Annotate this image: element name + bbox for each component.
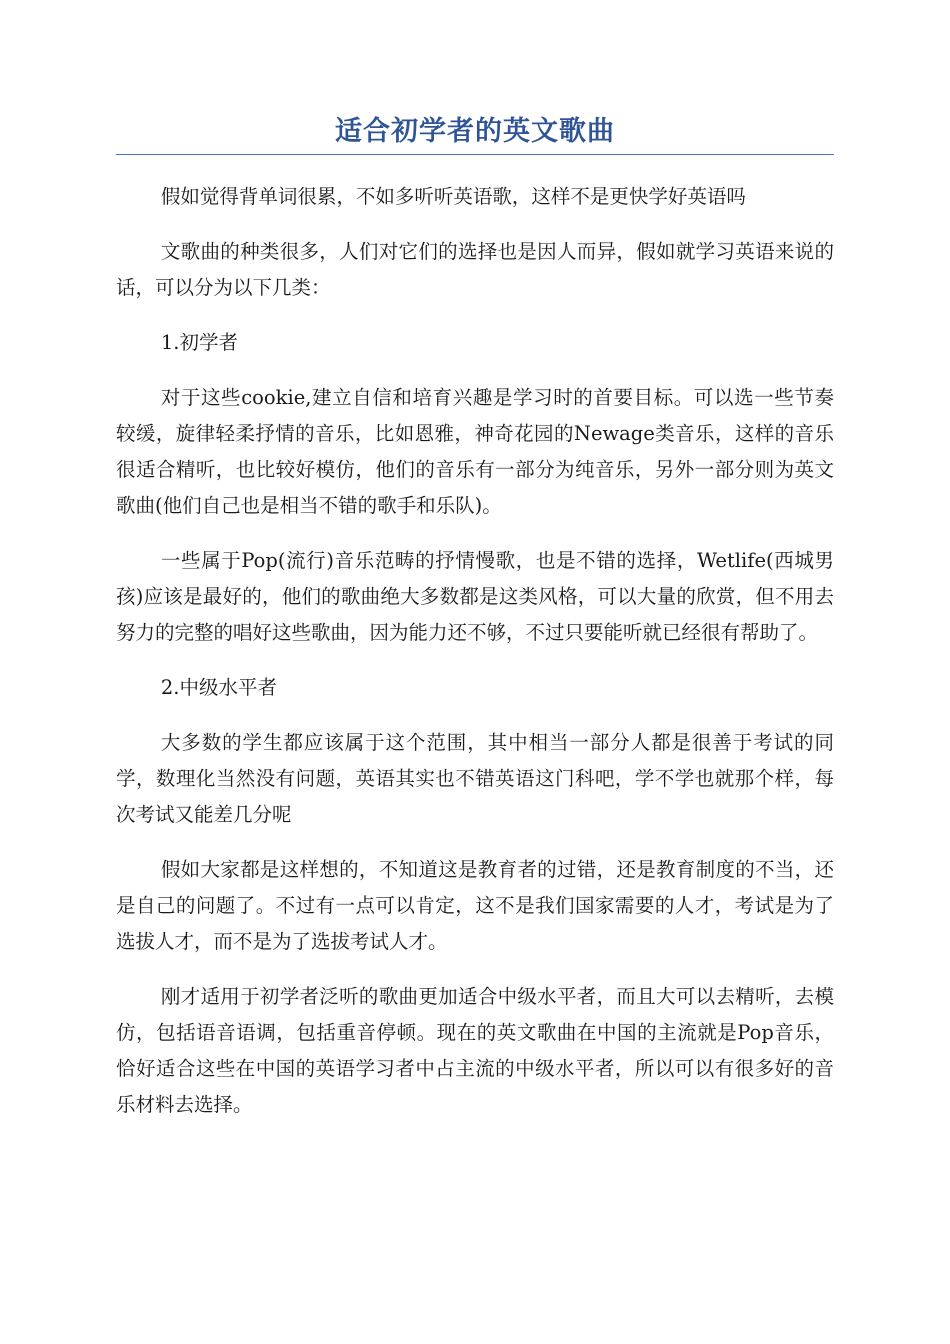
paragraph-intermediate-3: 刚才适用于初学者泛听的歌曲更加适合中级水平者，而且大可以去精听，去模仿，包括语音语调，包括重音停顿。现在的英文歌曲在中国的主流就是Pop音乐，恰好适合这些在中国的英语学习者中占主流的中级水平者，所以可以有很多好的音乐材料去选择。 — [116, 985, 834, 1116]
paragraph-beginner-1: 对于这些cookie,建立自信和培育兴趣是学习时的首要目标。可以选一些节奏较缓，旋律轻柔抒情的音乐，比如恩雅，神奇花园的Newage类音乐，这样的音乐很适合精听，也比较好模仿，他们的音乐有一部分为纯音乐，另外一部分则为英文歌曲(他们自己也是相当不错的歌手和乐队)。 — [116, 386, 834, 517]
paragraph-intermediate-1: 大多数的学生都应该属于这个范围，其中相当一部分人都是很善于考试的同学，数理化当然没有问题，英语其实也不错英语这门科吧，学不学也就那个样，每次考试又能差几分呢 — [116, 731, 834, 826]
document-page — [116, 112, 834, 1142]
document-body — [116, 179, 834, 1123]
heading-beginner: 1.初学者 — [160, 331, 238, 354]
document-title: 适合初学者的英文歌曲 — [335, 116, 615, 147]
title-underline — [116, 154, 834, 155]
heading-intermediate: 2.中级水平者 — [160, 676, 277, 699]
paragraph-intermediate-2: 假如大家都是这样想的，不知道这是教育者的过错，还是教育制度的不当，还是自己的问题了。不过有一点可以肯定，这不是我们国家需要的人才，考试是为了选拔人才，而不是为了选拔考试人才。 — [116, 858, 834, 953]
paragraph-beginner-2: 一些属于Pop(流行)音乐范畴的抒情慢歌，也是不错的选择，Wetlife(西城男孩)应该是最好的，他们的歌曲绝大多数都是这类风格，可以大量的欣赏，但不用去努力的完整的唱好这些歌曲，因为能力还不够，不过只要能听就已经很有帮助了。 — [116, 549, 834, 644]
paragraph-categories: 文歌曲的种类很多，人们对它们的选择也是因人而异，假如就学习英语来说的话，可以分为以下几类： — [116, 240, 834, 299]
paragraph-intro: 假如觉得背单词很累，不如多听听英语歌，这样不是更快学好英语吗 — [160, 185, 746, 208]
